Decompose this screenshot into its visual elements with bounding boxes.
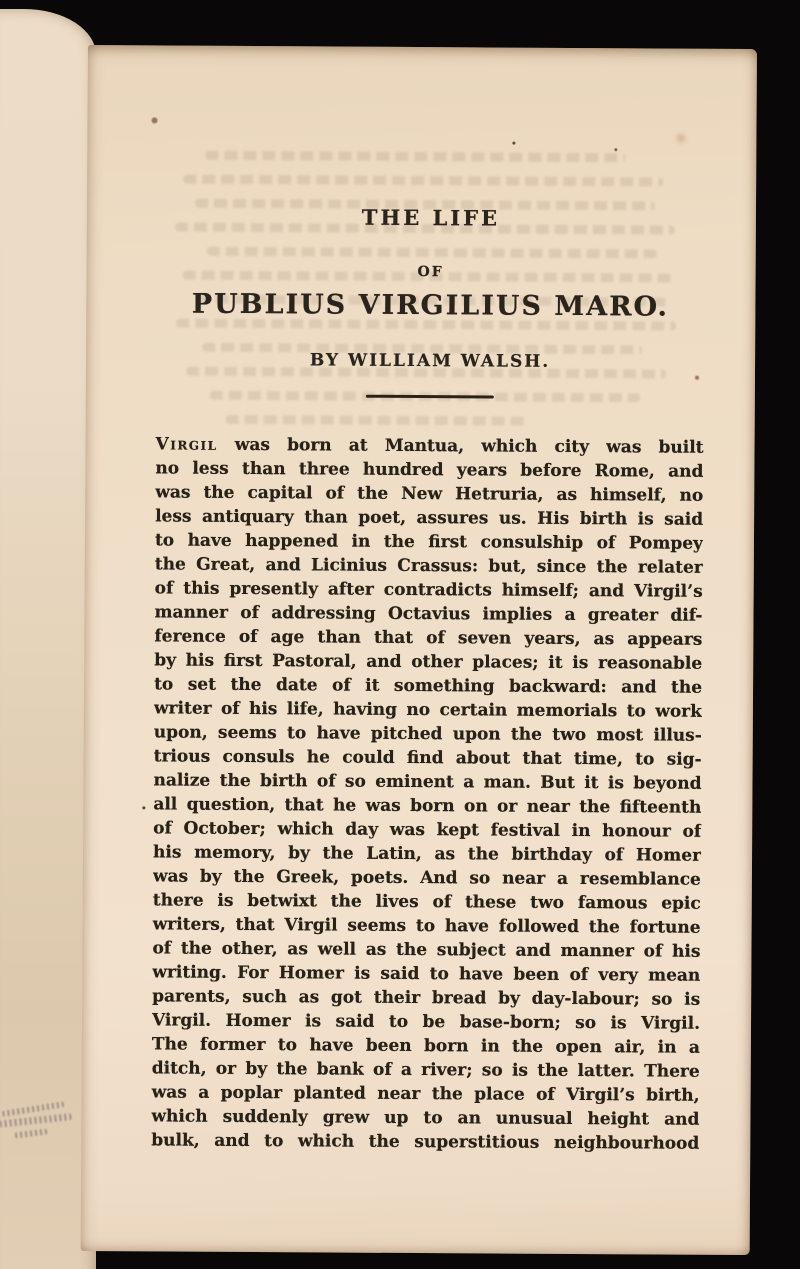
- book-page: [81, 45, 757, 1255]
- body-line: manner of addressing Octavius implies a greater dif-: [154, 602, 703, 626]
- body-line: all question, that he was born on or near the fifteenth: [153, 794, 702, 818]
- body-line: to have happened in the first consulship of Pompey: [154, 530, 704, 554]
- body-line: was a poplar planted near the place of Virgil’s birth,: [151, 1082, 700, 1106]
- body-line: by his first Pastoral, and other places; it is reasonable: [154, 650, 703, 674]
- body-line: less antiquary than poet, assures us. His birth is said: [155, 506, 704, 530]
- body-line: upon, seems to have pitched upon the two most illus-: [153, 722, 702, 746]
- body-line: of this presently after contradicts himself; and Virgil’s: [154, 578, 703, 602]
- body-line: his memory, by the Latin, as the birthday of Homer: [153, 842, 702, 866]
- body-line: was by the Greek, poets. And so near a resemblance: [152, 866, 701, 890]
- body-line: writing. For Homer is said to have been of very mean: [152, 962, 701, 986]
- body-line: which suddenly grew up to an unusual height and: [151, 1106, 700, 1130]
- body-line: nalize the birth of so eminent a man. But it is beyond: [153, 770, 702, 794]
- page-title-line1: THE LIFE: [361, 204, 501, 231]
- body-line: Virgil. Homer is said to be base-born; so is Virgil.: [151, 1010, 701, 1034]
- body-line: there is betwixt the lives of these two famous epic: [152, 890, 701, 914]
- body-line: was the capital of the New Hetruria, as himself, no: [155, 482, 704, 506]
- body-line: ference of age than that of seven years, as appears: [154, 626, 703, 650]
- paper-speck: [695, 376, 699, 380]
- byline: BY WILLIAM WALSH.: [309, 350, 551, 372]
- body-line: no less than three hundred years before Rome, and: [155, 458, 704, 482]
- paper-speck: [142, 806, 145, 809]
- body-line: trious consuls he could find about that time, to sig-: [153, 746, 702, 770]
- paper-speck: [676, 134, 685, 143]
- body-line: ditch, or by the bank of a river; so is the latter. There: [151, 1058, 700, 1082]
- page-content: [151, 45, 706, 1254]
- body-line: bulk, and to which the superstitious neighbourhood: [151, 1130, 700, 1154]
- page-title-line2: OF: [417, 264, 444, 281]
- paper-speck: [614, 148, 617, 151]
- body-line: The former to have been born in the open air, in a: [151, 1034, 700, 1058]
- body-line: to set the date of it something backward: and the: [154, 674, 703, 698]
- page-title-line3: PUBLIUS VIRGILIUS MARO.: [191, 288, 670, 323]
- body-line: writer of his life, having no certain memorials to work: [153, 698, 702, 722]
- body-text: [151, 432, 703, 1155]
- body-line-text: was born at Mantua, which city was built: [234, 434, 704, 458]
- ornament-rule: [366, 395, 494, 399]
- body-line: of October; which day was kept festival in honour of: [153, 818, 702, 842]
- body-line: of the other, as well as the subject and manner of his: [152, 938, 701, 962]
- paper-speck: [512, 142, 515, 145]
- paper-speck: [152, 117, 158, 123]
- body-line: parents, such as got their bread by day-labour; so is: [152, 986, 701, 1010]
- body-line: writers, that Virgil seems to have followed the fortune: [152, 914, 701, 938]
- body-line: [155, 432, 703, 459]
- opening-word: Virgil: [155, 434, 218, 455]
- ink-stamp: [0, 1096, 88, 1152]
- body-line: the Great, and Licinius Crassus: but, since the relater: [154, 554, 703, 578]
